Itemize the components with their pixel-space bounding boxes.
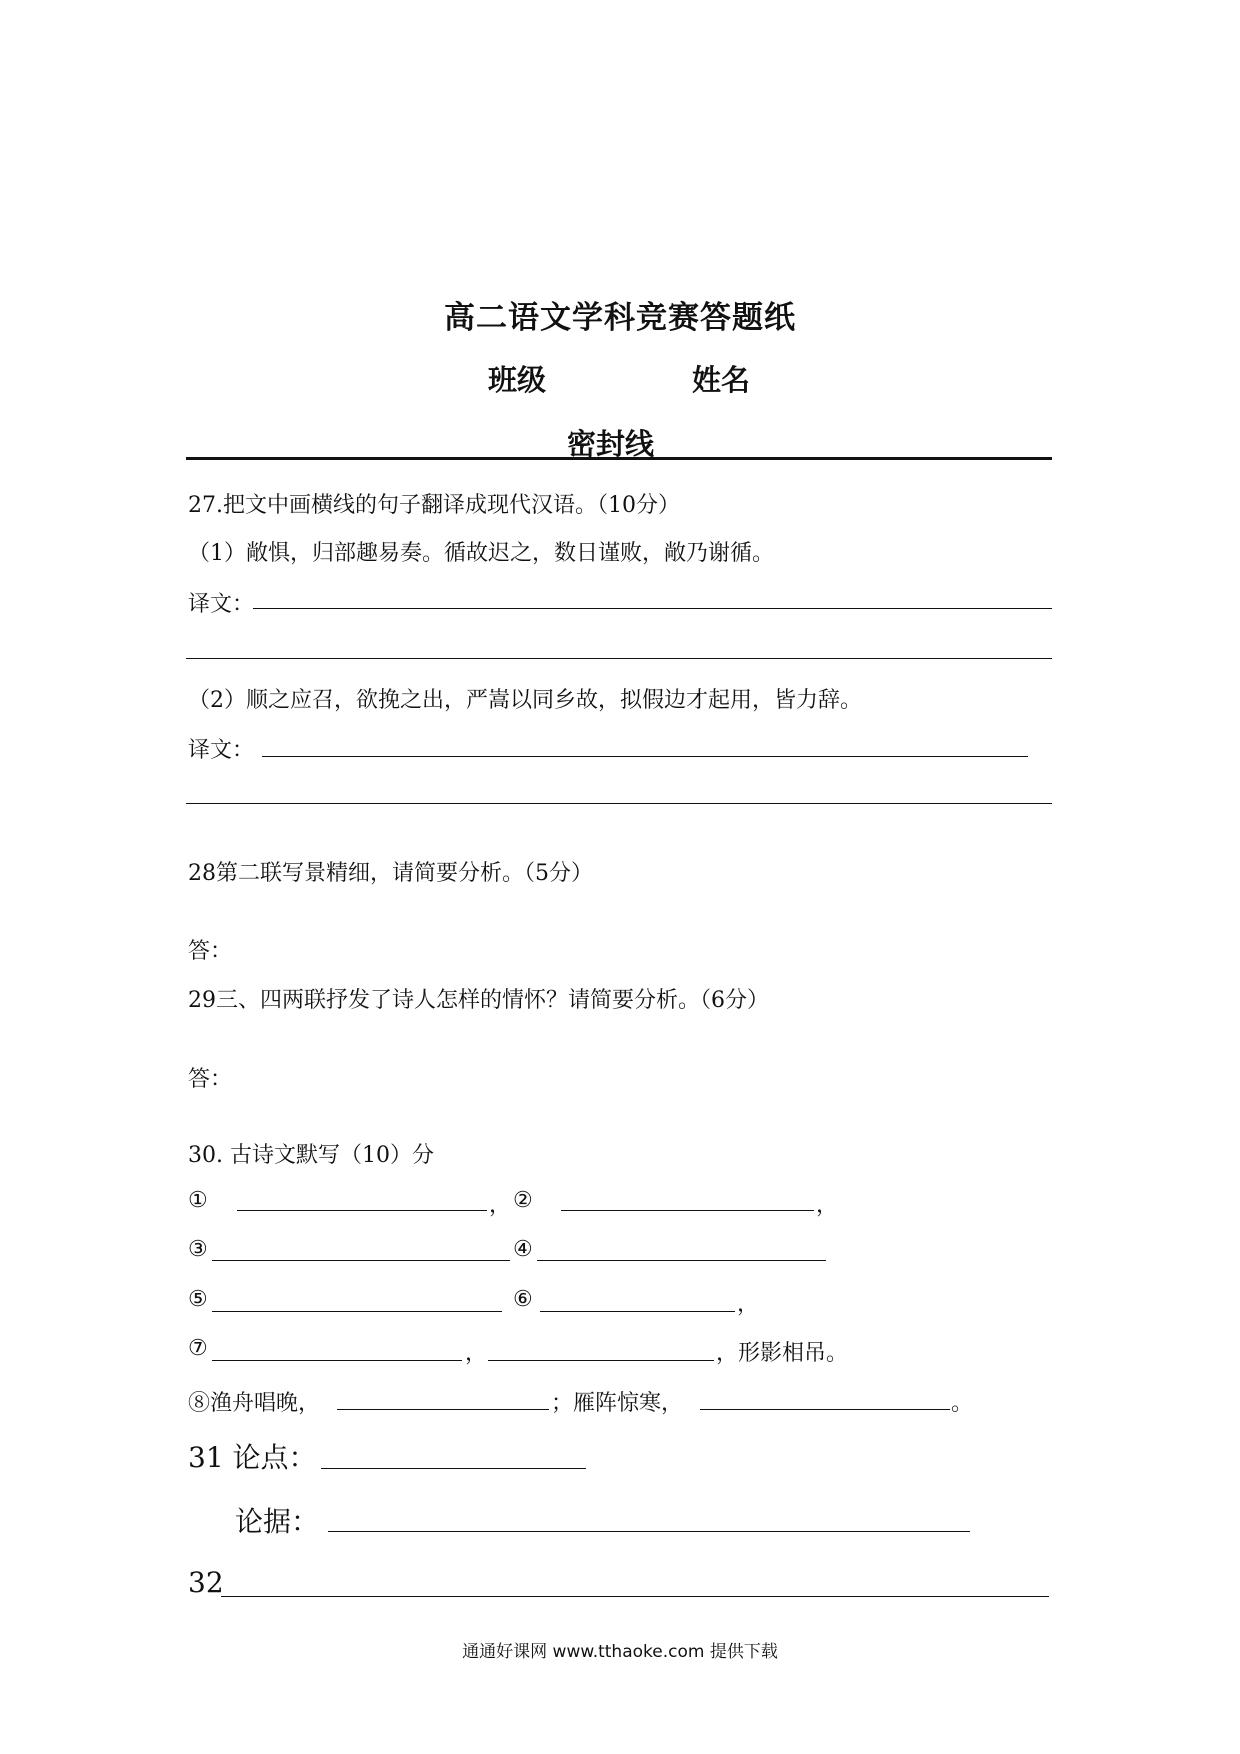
name-label: 姓名 bbox=[692, 363, 751, 397]
q30-blank-7a[interactable] bbox=[212, 1360, 462, 1361]
q30-blank-3[interactable] bbox=[212, 1260, 510, 1261]
q31-thesis-label: 31 论点： bbox=[188, 1441, 317, 1474]
q27-sentence-2: （2）顺之应召，欲挽之出，严嵩以同乡故，拟假边才起用，皆力辞。 bbox=[188, 688, 862, 713]
q30-blank-6[interactable] bbox=[540, 1311, 735, 1312]
q27-translation-label-2: 译文： bbox=[188, 738, 255, 763]
q28-answer-label: 答： bbox=[188, 939, 233, 964]
q30-comma-7: ， bbox=[465, 1341, 488, 1366]
seal-line bbox=[186, 457, 1052, 460]
q29-answer-label: 答： bbox=[188, 1067, 233, 1092]
class-label: 班级 bbox=[488, 363, 547, 397]
q32-blank[interactable] bbox=[221, 1596, 1049, 1597]
page-title: 高二语文学科竞赛答题纸 bbox=[444, 300, 796, 336]
q30-comma-6: ， bbox=[737, 1292, 760, 1317]
q30-blank-7b[interactable] bbox=[488, 1360, 714, 1361]
q30-marker-4: ④ bbox=[513, 1237, 533, 1262]
q30-line-8-end: 。 bbox=[951, 1391, 974, 1416]
q30-marker-7: ⑦ bbox=[188, 1336, 208, 1361]
q27-answer-line-1a[interactable] bbox=[253, 608, 1052, 609]
q27-prompt: 27.把文中画横线的句子翻译成现代汉语。（10分） bbox=[188, 493, 680, 518]
q30-prompt: 30. 古诗文默写（10）分 bbox=[188, 1143, 434, 1168]
q32-label: 32 bbox=[188, 1566, 224, 1599]
q27-answer-line-2b[interactable] bbox=[186, 803, 1052, 804]
q27-answer-line-2a[interactable] bbox=[262, 756, 1028, 757]
q28-prompt: 28第二联写景精细，请简要分析。（5分） bbox=[188, 861, 593, 886]
q29-prompt: 29三、四两联抒发了诗人怎样的情怀？请简要分析。（6分） bbox=[188, 988, 769, 1013]
q31-thesis-blank[interactable] bbox=[321, 1468, 586, 1469]
q27-sentence-1: （1）敞惧，归部趣易奏。循故迟之，数日谨败，敞乃谢循。 bbox=[188, 541, 774, 566]
q30-blank-8b[interactable] bbox=[700, 1409, 950, 1410]
q30-blank-2[interactable] bbox=[561, 1210, 814, 1211]
seal-line-label: 密封线 bbox=[567, 427, 655, 461]
q31-evidence-blank[interactable] bbox=[328, 1531, 970, 1532]
q30-blank-5[interactable] bbox=[212, 1311, 502, 1312]
q30-comma-2: ， bbox=[816, 1193, 839, 1218]
q27-answer-line-1b[interactable] bbox=[186, 658, 1052, 659]
footer-credit: 通通好课网 www.tthaoke.com 提供下载 bbox=[462, 1642, 778, 1662]
q31-evidence-label: 论据： bbox=[235, 1505, 320, 1538]
q27-translation-label-1: 译文： bbox=[188, 592, 255, 617]
q30-comma-1: ， bbox=[489, 1193, 512, 1218]
q30-blank-4[interactable] bbox=[537, 1260, 826, 1261]
q30-line-8-mid: ；雁阵惊寒， bbox=[551, 1391, 684, 1416]
q30-marker-3: ③ bbox=[188, 1237, 208, 1262]
q30-blank-8a[interactable] bbox=[337, 1409, 549, 1410]
q30-marker-6: ⑥ bbox=[513, 1287, 533, 1312]
q30-line-7-end: ，形影相吊。 bbox=[716, 1341, 849, 1366]
q30-line-8-start: ⑧渔舟唱晚， bbox=[188, 1391, 321, 1416]
q30-marker-5: ⑤ bbox=[188, 1287, 208, 1312]
q30-marker-1: ① bbox=[188, 1188, 208, 1213]
q30-marker-2: ② bbox=[513, 1188, 533, 1213]
q30-blank-1[interactable] bbox=[237, 1210, 487, 1211]
